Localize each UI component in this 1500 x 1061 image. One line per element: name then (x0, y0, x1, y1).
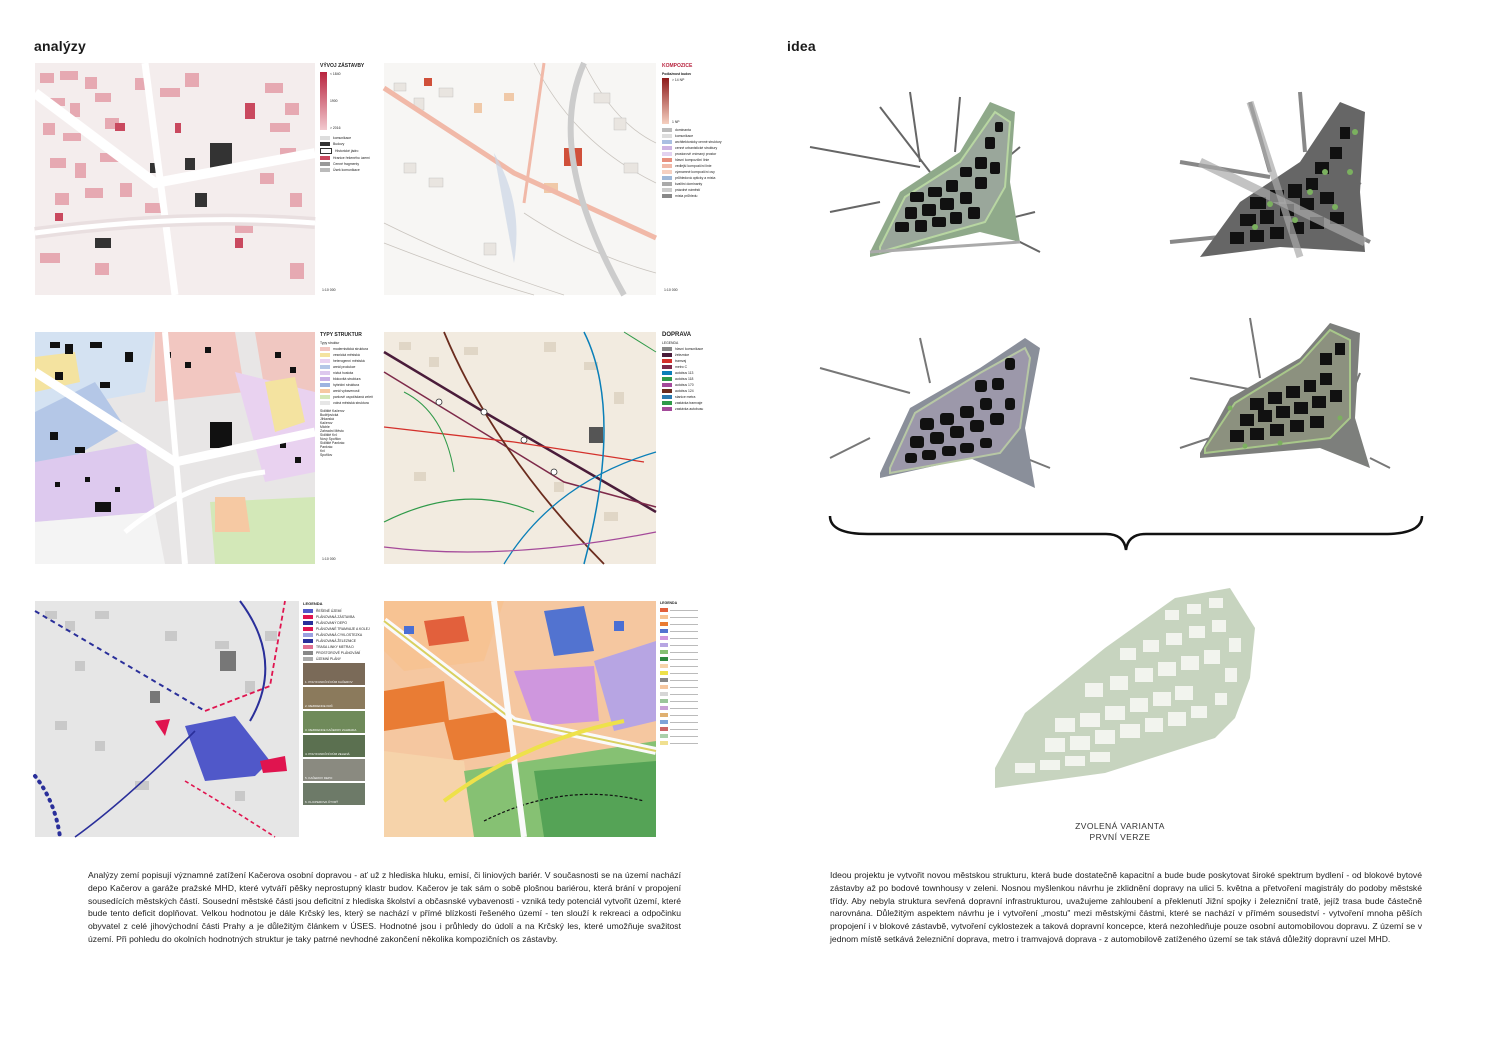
development-plans-legend (303, 601, 369, 837)
legend-label: komunikace (675, 134, 694, 138)
land-use-swatch (660, 671, 716, 675)
reference-photo (303, 759, 365, 781)
chosen-variant-plan (985, 588, 1260, 803)
gradient-bottom-label: 1 NP (672, 120, 680, 124)
legend-label: heterogenní městská (333, 359, 365, 363)
legend-item (662, 395, 714, 399)
development-plans-map (35, 601, 299, 837)
legend-label: PLÁNOVANÁ CYKLOSTEZKA (316, 633, 363, 637)
variant-diagram-1 (810, 92, 1060, 282)
place-name: Kačerov (320, 421, 333, 425)
legend-item (303, 657, 369, 661)
legend-swatch (320, 401, 330, 405)
legend-item (320, 383, 370, 387)
photo-caption: 3. REZIDENCE KAČEROV ZAHRADA (305, 728, 357, 732)
legend-label: kvalitní dominanty (675, 182, 703, 186)
legend-item (303, 639, 369, 643)
legend-swatch (303, 657, 313, 661)
legend-swatch (662, 389, 672, 393)
legend-label: významné kompoziční osy (675, 170, 715, 174)
legend-label: autobus 170 (675, 383, 694, 387)
reference-photo (303, 663, 365, 685)
legend-item (320, 401, 370, 405)
legend-swatch (662, 353, 672, 357)
legend-item (662, 389, 714, 393)
legend-item (662, 371, 714, 375)
composition-legend (662, 63, 722, 295)
legend-item (662, 353, 714, 357)
place-name: Michle (320, 425, 330, 429)
legend-label: hlavní komunikace (675, 347, 704, 351)
legend-label: architektonicky cenné struktury (675, 140, 722, 144)
legend-title: VÝVOJ ZÁSTAVBY (320, 63, 365, 69)
legend-item (662, 152, 717, 156)
legend-item: Budovy (320, 142, 366, 146)
legend-swatch (320, 389, 330, 393)
legend-swatch (662, 176, 672, 180)
legend-item: komunikace (320, 136, 366, 140)
structure-types-map (35, 332, 315, 564)
legend-label: ÚZEMNÍ PLÁNY (316, 657, 342, 661)
legend-label: místa průhledu (675, 194, 698, 198)
development-map (35, 63, 315, 295)
legend-label: PLÁNOVANÁ ŽELEZNICE (316, 639, 357, 643)
land-use-swatch (660, 608, 716, 612)
legend-label: hlavní kompoziční linie (675, 158, 710, 162)
photo-caption: 5. KAČEROV DEPO (305, 776, 333, 780)
photo-caption: 6. KLICPEROVA ČTVRŤ (305, 800, 338, 804)
land-use-swatch (660, 685, 716, 689)
land-use-swatch (660, 650, 716, 654)
land-use-swatch (660, 643, 716, 647)
place-name: Zahradní Město (320, 429, 344, 433)
land-use-swatch (660, 692, 716, 696)
legend-item (662, 401, 714, 405)
caption-line-1: ZVOLENÁ VARIANTA (1075, 821, 1165, 831)
land-use-swatch (660, 615, 716, 619)
plans-legend-items (303, 609, 369, 661)
legend-swatch (303, 609, 313, 613)
legend-swatch (303, 639, 313, 643)
legend-item (303, 651, 369, 655)
reference-photo (303, 711, 365, 733)
legend-item (320, 377, 370, 381)
legend-swatch (303, 633, 313, 637)
legend-swatch (320, 383, 330, 387)
legend-item (662, 158, 714, 162)
legend-label: autobus 113 (675, 371, 694, 375)
legend-subtitle: Typy struktur (320, 341, 340, 345)
legend-item (662, 377, 714, 381)
legend-label: PLÁNOVANÝ DEPO (316, 621, 348, 625)
legend-item (320, 347, 370, 351)
legend-item (303, 645, 369, 649)
legend-label: vesnická městská (333, 353, 360, 357)
scale-label: 1:10 000 (322, 288, 336, 292)
place-name: Jihlavská (320, 417, 334, 421)
legend-label: modernistická struktura (333, 347, 369, 351)
composition-map (384, 63, 656, 295)
legend-swatch (662, 371, 672, 375)
reference-photo (303, 783, 365, 805)
legend-subtitle: Podlažnost budov (662, 72, 692, 76)
legend-label: prostorově vnímaný prostor (675, 152, 717, 156)
variant-diagram-4 (1170, 318, 1420, 508)
legend-item (662, 140, 722, 144)
legend-label: hybridní struktura (333, 383, 360, 387)
development-legend (320, 63, 370, 295)
legend-label: metro C (675, 365, 688, 369)
legend-item: Cenné fragmenty (320, 162, 366, 166)
legend-swatch (662, 359, 672, 363)
legend-subtitle: LEGENDA (662, 341, 679, 345)
legend-item (662, 182, 714, 186)
land-use-swatch (660, 636, 716, 640)
legend-swatch (662, 146, 672, 150)
legend-item (320, 365, 370, 369)
legend-label: volná městská struktura (333, 401, 369, 405)
legend-item (662, 347, 714, 351)
idea-text: Ideou projektu je vytvořit novou městskou strukturu, která bude dostatečně kapacitní a bude bude poskytovat široké spektrum bydlení - od blokové bytové zástavby až po bodové townhousy v zeleni. Nosnou myšlenkou návrhu je zklidnění dopravy na ulici 5. května a přetvoření magistrály do podoby městské třídy. Aby nebyla struktura sevřená dopravní infrastrukturou, uvažujeme zahloubení a překlenutí Jižní spojky i železniční tratě, jejíž trasa bude částečně narovnána. Důležitým aspektem návrhu je i vytvoření „mostu" mezi městskými částmi, které se nachází v přímém sousedství - vytvoření mnoha pěších propojení i v blokové zástavbě, vytvoření cyklostezek a taková dopravní koncepce, která nezohledňuje pouze osobní automobilovou dopravu. Z území se v jednom místě setkává železniční doprava, metro i tramvajová doprava - z automobilově zatíženého území se tak stává důležitý dopravní uzel MHD. (830, 870, 1422, 944)
legend-swatch (662, 152, 672, 156)
legend-label: cenné urbanistické struktury (675, 146, 718, 150)
place-name: Krč (320, 449, 326, 453)
legend-swatch (662, 407, 672, 411)
analysis-text: Analýzy zemí popisují významné zatížení Kačerova osobní dopravou - ať už z hlediska hluku, emisí, či liniových bariér. V současnosti se na území nachází depo Kačerov a garáže pražské MHD, které vytváří pěšky neprostupný klastr budov. Kačerov je tak sám o sobě plošnou bariérou, která brání v propojení sousedících městských částí. Sousední městské části jsou deficitní z hlediska školství a občasnské vybavenosti - vzniká tedy potenciál vytvořit území, které bude tento deficit doplňovat. Velkou hodnotou je dále Krčský les, který se nachází v přímé blízkosti řešeného území - ten slouží k rekreaci a odpočinku obyvatel z celé jihovýchodní části Prahy a je důležitým článkem v ÚSES. Hodnotné jsou i průhledy do údolí a na Krčský les, které umožňuje svažitost území. Při pohledu do okolních hodnotných struktur je taky patrné nevhodné zakončení několika kompozičních os zástavby. (88, 870, 681, 944)
land-use-swatch (660, 727, 716, 731)
legend-swatch (320, 353, 330, 357)
legend-label: vedlejší kompoziční linie (675, 164, 712, 168)
legend-item: Úsek komunikace (320, 168, 366, 172)
legend-item (303, 621, 369, 625)
land-use-swatch (660, 678, 716, 682)
legend-item (662, 383, 714, 387)
variant-diagram-3 (810, 318, 1070, 508)
land-use-swatches (660, 608, 716, 745)
legend-title: DOPRAVA (662, 332, 692, 338)
legend-item (320, 353, 370, 357)
legend-label: dominanta (675, 128, 691, 132)
place-name: Nový Spořilov (320, 437, 341, 441)
legend-swatch (303, 627, 313, 631)
legend-title: LEGENDA (303, 601, 323, 606)
legend-title: KOMPOZICE (662, 63, 693, 69)
legend-swatch (662, 164, 672, 168)
legend-swatch (320, 371, 330, 375)
scale-label: 1:10 000 (322, 557, 336, 561)
legend-swatch (662, 188, 672, 192)
legend-label: PLÁNOVANÁ ZÁSTAVBA (316, 615, 355, 619)
legend-item (662, 359, 714, 363)
legend-label: areál produkce (333, 365, 356, 369)
legend-swatch (662, 182, 672, 186)
legend-item (662, 170, 714, 174)
legend-label: stanice metra (675, 395, 696, 399)
legend-item: Historické jádro (320, 148, 366, 154)
legend-label: průhledová opticky a místa (675, 176, 716, 180)
reference-photos (303, 663, 369, 805)
legend-label: nízká hustota (333, 371, 354, 375)
legend-swatch (303, 651, 313, 655)
transport-map (384, 332, 656, 564)
place-names-list (320, 409, 370, 457)
curly-brace (828, 512, 1424, 552)
legend-item (662, 164, 714, 168)
legend-item (662, 188, 714, 192)
legend-label: blokovitá struktura (333, 377, 361, 381)
legend-item (662, 146, 718, 150)
legend-title: TYPY STRUKTUR (320, 332, 362, 338)
legend-swatch (662, 194, 672, 198)
structure-types-legend (320, 332, 373, 564)
legend-swatch (662, 134, 672, 138)
scale-label: 1:10 000 (664, 288, 678, 292)
legend-item (303, 615, 369, 619)
legend-item: Hranice řešeného území (320, 156, 366, 160)
legend-item (320, 389, 370, 393)
legend-swatch (662, 170, 672, 174)
legend-swatch (662, 140, 672, 144)
photo-caption: 4. POLYFUNKČNÍ DŮM ZELENÁ (305, 752, 350, 756)
legend-item (303, 627, 369, 631)
land-use-swatch (660, 657, 716, 661)
legend-label: ŘEŠENÉ ÚZEMÍ (316, 609, 342, 613)
place-name: Pankrác (320, 445, 333, 449)
gradient-top-label: > 14 NP (672, 78, 685, 82)
legend-label: parkově uspořádaná zeleň (333, 395, 373, 399)
legend-swatch (662, 383, 672, 387)
land-use-swatch (660, 622, 716, 626)
legend-label: areál vybavenosti (333, 389, 360, 393)
gradient-top-label: < 1840 (330, 72, 341, 76)
place-name: Budějovická (320, 413, 339, 417)
legend-label: prázdné náměstí (675, 188, 701, 192)
reference-photo (303, 687, 365, 709)
legend-swatch (662, 158, 672, 162)
idea-heading: idea (787, 38, 816, 54)
structure-legend-items (320, 347, 373, 405)
transport-legend-items (662, 347, 714, 411)
legend-item (320, 359, 370, 363)
legend-swatch (303, 621, 313, 625)
legend-swatch (303, 645, 313, 649)
legend-item (662, 134, 714, 138)
legend-label: PROSTOROVÉ PLÁNOVÁNÍ (316, 651, 361, 655)
legend-title: LEGENDA (660, 601, 678, 605)
photo-caption: 1. POLYFUNKČNÍ DŮM KAČEROV (305, 680, 353, 684)
legend-swatch (320, 365, 330, 369)
land-use-plan-map (384, 601, 656, 837)
place-name: Sídliště Pankrác (320, 441, 345, 445)
legend-swatch (662, 395, 672, 399)
height-gradient (662, 78, 669, 124)
place-name: Sídliště Krč (320, 433, 338, 437)
legend-label: zastávka tramvaje (675, 401, 703, 405)
legend-label: TRASA LINKY METRA D (316, 645, 354, 649)
legend-item (303, 633, 369, 637)
legend-swatch (303, 615, 313, 619)
land-use-swatch (660, 741, 716, 745)
place-name: Spořilov (320, 453, 333, 457)
legend-swatch (662, 401, 672, 405)
gradient-bottom-label: > 2016 (330, 126, 341, 130)
legend-item (662, 365, 714, 369)
legend-swatch (320, 377, 330, 381)
legend-label: PLÁNOVANÉ TRAMVAJE A KOLEJ (316, 627, 370, 631)
year-gradient (320, 72, 327, 130)
legend-item (662, 194, 714, 198)
gradient-mid-label: 1900 (330, 99, 338, 103)
land-use-swatch (660, 734, 716, 738)
land-use-swatch (660, 664, 716, 668)
legend-item (662, 407, 714, 411)
place-name: Sídliště Kačerov (320, 409, 345, 413)
legend-swatch (662, 365, 672, 369)
legend-swatch (662, 347, 672, 351)
legend-label: autobus 118 (675, 377, 694, 381)
variant-diagram-2 (1160, 92, 1410, 282)
legend-swatch (320, 359, 330, 363)
land-use-swatch (660, 629, 716, 633)
chosen-variant-caption (1040, 821, 1200, 843)
caption-line-2: PRVNÍ VERZE (1089, 832, 1151, 842)
legend-item (303, 609, 369, 613)
composition-legend-items (662, 128, 722, 198)
analysis-heading: analýzy (34, 38, 86, 54)
land-use-swatch (660, 699, 716, 703)
land-use-legend (660, 601, 716, 837)
legend-swatch (320, 347, 330, 351)
legend-item (662, 128, 714, 132)
legend-swatch (662, 128, 672, 132)
reference-photo (303, 735, 365, 757)
land-use-swatch (660, 713, 716, 717)
legend-swatch (662, 377, 672, 381)
legend-item (320, 395, 373, 399)
photo-caption: 2. REZIDENCE KRČ (305, 704, 333, 708)
legend-item (662, 176, 714, 180)
legend-label: tramvaj (675, 359, 687, 363)
legend-label: zastávka autobusu (675, 407, 704, 411)
land-use-swatch (660, 720, 716, 724)
legend-label: autobus 124 (675, 389, 694, 393)
legend-label: železnice (675, 353, 690, 357)
legend-swatch (320, 395, 330, 399)
land-use-swatch (660, 706, 716, 710)
legend-item (320, 371, 370, 375)
transport-legend (662, 332, 714, 564)
